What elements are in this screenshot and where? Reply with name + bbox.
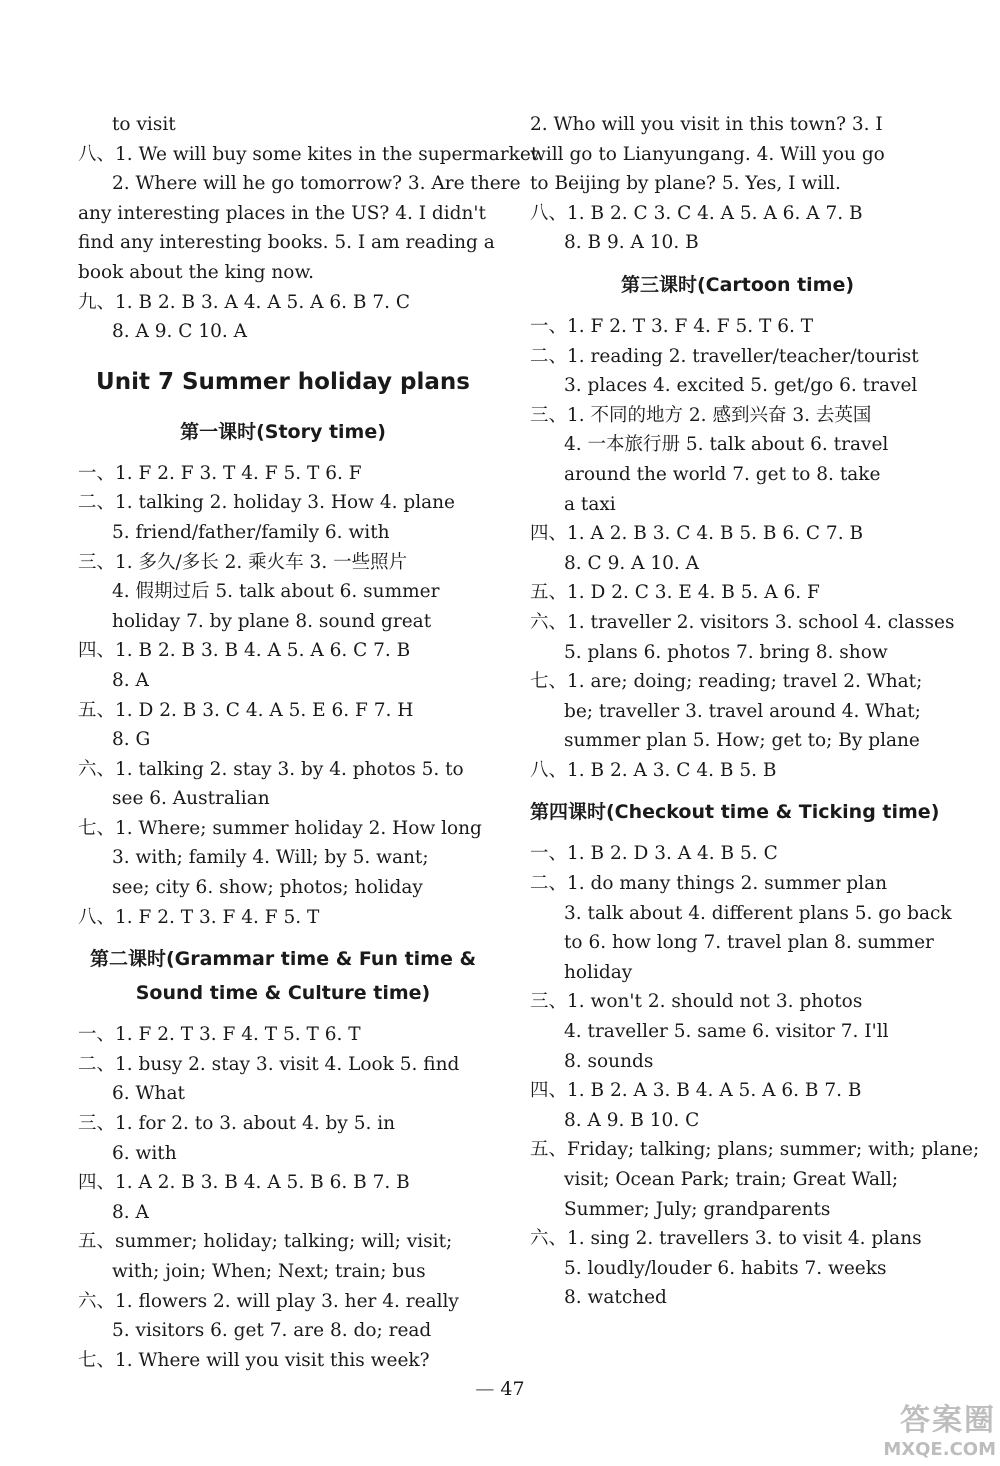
answer-line: 8. watched	[564, 1287, 667, 1309]
answer-line: 8. A 9. C 10. A	[112, 321, 248, 343]
answer-line: any interesting places in the US? 4. I didn't	[78, 202, 486, 224]
answer-line: 六、1. talking 2. stay 3. by 4. photos 5. to	[78, 758, 464, 780]
answer-line: 三、1. for 2. to 3. about 4. by 5. in	[78, 1113, 396, 1135]
answer-line: 三、1. 不同的地方 2. 感到兴奋 3. 去英国	[530, 404, 872, 426]
answer-line: 5. friend/father/family 6. with	[112, 521, 390, 543]
answer-line: to 6. how long 7. travel plan 8. summer	[564, 932, 934, 954]
answer-line: 五、1. D 2. C 3. E 4. B 5. A 6. F	[530, 582, 820, 604]
answer-line: find any interesting books. 5. I am reading a	[78, 232, 495, 254]
answer-line: 3. with; family 4. Will; by 5. want;	[112, 847, 429, 869]
answer-line: 5. plans 6. photos 7. bring 8. show	[564, 641, 888, 663]
answer-line: 六、1. sing 2. travellers 3. to visit 4. plans	[530, 1228, 922, 1250]
section2-title-line1: 第二课时(Grammar time & Fun time &	[89, 948, 477, 971]
answer-line: 二、1. do many things 2. summer plan	[530, 873, 888, 895]
answer-line: 五、1. D 2. B 3. C 4. A 5. E 6. F 7. H	[78, 699, 414, 721]
answer-line: see; city 6. show; photos; holiday	[112, 877, 423, 899]
answer-line: 4. 一本旅行册 5. talk about 6. travel	[564, 434, 889, 456]
answer-line: 二、1. busy 2. stay 3. visit 4. Look 5. find	[78, 1053, 460, 1075]
answer-line: 6. What	[112, 1083, 185, 1105]
section4-title: 第四课时(Checkout time & Ticking time)	[530, 801, 940, 824]
answer-line: book about the king now.	[78, 261, 314, 283]
watermark	[846, 1395, 996, 1460]
answer-line: 八、1. F 2. T 3. F 4. F 5. T	[78, 906, 320, 928]
answer-line: 8. A 9. B 10. C	[564, 1109, 700, 1131]
answer-line: 一、1. F 2. T 3. F 4. T 5. T 6. T	[78, 1024, 361, 1046]
answer-line: 八、1. We will buy some kites in the supermarket.	[78, 143, 545, 165]
answer-line: 8. B 9. A 10. B	[564, 232, 699, 254]
answer-line: 四、1. A 2. B 3. B 4. A 5. B 6. B 7. B	[78, 1172, 410, 1194]
answer-line: 四、1. B 2. B 3. B 4. A 5. A 6. C 7. B	[78, 640, 411, 662]
answer-line: 七、1. Where; summer holiday 2. How long	[78, 817, 482, 839]
answer-line: 二、1. talking 2. holiday 3. How 4. plane	[78, 492, 456, 514]
answer-line: see 6. Australian	[112, 788, 270, 810]
answer-line: 2. Where will he go tomorrow? 3. Are there	[112, 173, 521, 195]
answer-line: 四、1. A 2. B 3. C 4. B 5. B 6. C 7. B	[530, 523, 864, 545]
section3-title: 第三课时(Cartoon time)	[620, 273, 855, 296]
left-column	[78, 110, 545, 1375]
watermark-logo-text: 答案圈	[900, 1403, 996, 1438]
answer-line: holiday	[564, 961, 633, 983]
answer-line: 2. Who will you visit in this town? 3. I	[530, 114, 883, 135]
section4-lines	[530, 839, 980, 1313]
answer-line: 八、1. B 2. A 3. C 4. B 5. B	[530, 759, 777, 781]
section3-lines	[530, 312, 955, 786]
unit-title: Unit 7 Summer holiday plans	[96, 368, 470, 395]
answer-line: 4. 假期过后 5. talk about 6. summer	[112, 581, 440, 603]
answer-line: 3. places 4. excited 5. get/go 6. travel	[564, 375, 918, 397]
answer-line: 二、1. reading 2. traveller/teacher/tourist	[530, 345, 919, 367]
answer-line: 8. A	[112, 669, 149, 691]
answer-line: visit; Ocean Park; train; Great Wall;	[564, 1169, 899, 1190]
answer-line: 六、1. flowers 2. will play 3. her 4. really	[78, 1290, 459, 1312]
answer-line: summer plan 5. How; get to; By plane	[564, 730, 920, 752]
left-top-lines	[78, 110, 545, 347]
answer-line: 一、1. B 2. D 3. A 4. B 5. C	[530, 843, 778, 865]
answer-line: 8. G	[112, 729, 151, 751]
answer-line: with; join; When; Next; train; bus	[112, 1261, 426, 1282]
page-number-dash: —	[475, 1378, 501, 1400]
answer-line: 三、1. 多久/多长 2. 乘火车 3. 一些照片	[78, 551, 408, 573]
answer-line: 5. loudly/louder 6. habits 7. weeks	[564, 1257, 887, 1279]
answer-line: be; traveller 3. travel around 4. What;	[564, 700, 921, 722]
answer-line: 4. traveller 5. same 6. visitor 7. I'll	[564, 1021, 889, 1043]
answer-line: 五、summer; holiday; talking; will; visit;	[78, 1231, 453, 1253]
answer-line: to visit	[112, 114, 176, 135]
answer-line: 七、1. are; doing; reading; travel 2. What;	[530, 671, 923, 693]
section1-title: 第一课时(Story time)	[180, 420, 386, 443]
section1-lines	[78, 459, 488, 933]
answer-line: 四、1. B 2. A 3. B 4. A 5. A 6. B 7. B	[530, 1080, 862, 1102]
answer-line: 8. sounds	[564, 1050, 654, 1072]
answer-line: around the world 7. get to 8. take	[564, 463, 881, 485]
answer-line: 一、1. F 2. F 3. T 4. F 5. T 6. F	[78, 462, 362, 484]
answer-line: 三、1. won't 2. should not 3. photos	[530, 991, 863, 1013]
answer-line: to Beijing by plane? 5. Yes, I will.	[530, 173, 841, 195]
answer-line: 8. A	[112, 1201, 149, 1223]
answer-line: 六、1. traveller 2. visitors 3. school 4. classes	[530, 611, 955, 633]
answer-line: holiday 7. by plane 8. sound great	[112, 610, 432, 632]
answer-line: 6. with	[112, 1142, 177, 1164]
answer-line: 5. visitors 6. get 7. are 8. do; read	[112, 1320, 432, 1342]
answer-line: 八、1. B 2. C 3. C 4. A 5. A 6. A 7. B	[530, 202, 863, 224]
answer-line: 五、Friday; talking; plans; summer; with; plane;	[530, 1139, 980, 1161]
right-column	[530, 110, 980, 1313]
answer-line: a taxi	[564, 493, 616, 515]
page-number: 47	[500, 1378, 525, 1400]
answer-line: 九、1. B 2. B 3. A 4. A 5. A 6. B 7. C	[78, 291, 411, 313]
watermark-url: MXQE.COM	[883, 1439, 996, 1460]
answer-line: will go to Lianyungang. 4. Will you go	[530, 143, 885, 165]
answer-line: 3. talk about 4. different plans 5. go back	[564, 902, 952, 924]
answer-line: 8. C 9. A 10. A	[564, 552, 700, 574]
answer-line: 一、1. F 2. T 3. F 4. F 5. T 6. T	[530, 315, 814, 337]
answer-line: 七、1. Where will you visit this week?	[78, 1349, 430, 1371]
right-top-lines	[530, 110, 945, 258]
section2-title-line2: Sound time & Culture time)	[135, 982, 431, 1005]
section2-lines	[78, 1020, 488, 1375]
answer-line: Summer; July; grandparents	[564, 1198, 831, 1220]
